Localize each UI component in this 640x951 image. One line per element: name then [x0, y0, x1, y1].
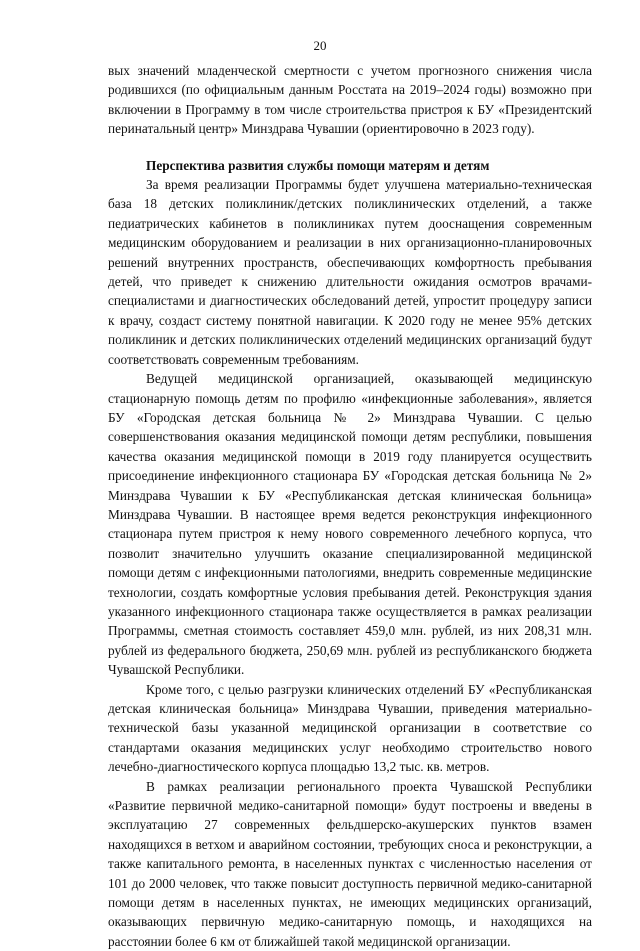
intro-paragraph: вых значений младенческой смертности с учетом прогнозного снижения числа родившихся (по официальным данным Росстата на 2019–2024 годы) возможно при включении в Программу в том числе строительства пристроя к БУ «Президентский перинатальный центр» Минздрава Чувашии (ориентировочно в 2023 году). [108, 63, 592, 137]
page-content [108, 61, 592, 951]
section-heading: Перспектива развития службы помощи матерям и детям [146, 157, 490, 173]
paragraph-infrastructure: За время реализации Программы будет улучшена материально-техническая база 18 детских поликлиник/детских поликлинических отделений, а также педиатрических кабинетов в поликлиниках путем дооснащения современным медицинским оборудованием и реализации в них организационно-планировочных решений внутренних пространств, обеспечивающих комфортность пребывания детей, что приведет к снижению длительности ожидания осмотров врачами-специалистами и диагностических обследований детей, упростит процедуру записи к врачу, создаст систему понятной навигации. К 2020 году не менее 95% детских поликлиник и детских поликлинических отделений медицинских организаций будут соответствовать современным требованиям. [108, 177, 592, 367]
paragraph-infectious-care: Ведущей медицинской организацией, оказывающей медицинскую стационарную помощь детям по профилю «инфекционные заболевания», является БУ «Городская детская больница № 2» Минздрава Чувашии. С целью совершенствования оказания медицинской помощи детям республики, повышения качества оказания медицинской помощи в 2019 году планируется осуществить присоединение инфекционного стационара БУ «Городская детская больница № 2» Минздрава Чувашии к БУ «Республиканская детская клиническая больница» Минздрава Чувашии. В настоящее время ведется реконструкция инфекционного стационара путем пристроя к нему нового современного лечебного корпуса, что позволит значительно улучшить оказание специализированной медицинской помощи детям с инфекционными патологиями, внедрить современные медицинские технологии, создать комфортные условия пребывания детей. Реконструкция здания указанного инфекционного стационара также осуществляется в рамках реализации Программы, сметная стоимость составляет 459,0 млн. рублей, из них 208,31 млн. рублей из федерального бюджета, 250,69 млн. рублей из республиканского бюджета Чувашской Республики. [108, 371, 592, 678]
page-number: 20 [313, 38, 327, 53]
paragraph-primary-care: В рамках реализации регионального проекта Чувашской Республики «Развитие первичной медико-санитарной помощи» будут построены и введены в эксплуатацию 27 современных фельдшерско-акушерских пунктов взамен находящихся в ветхом и аварийном состоянии, требующих сноса и реконструкции, а также капитального ремонта, в населенных пунктах с численностью населения от 101 до 2000 человек, что также повысит доступность первичной медико-санитарной помощи детям в населенных пунктах, не имеющих медицинских организаций, оказывающих первичную медико-санитарную помощь, и находящихся на расстоянии более 6 км от ближайшей такой медицинской организации. [108, 778, 592, 949]
paragraph-new-building: Кроме того, с целью разгрузки клинических отделений БУ «Республиканская детская клиническая больница» Минздрава Чувашии, приведения материально-технической базы указанной медицинской организации в соответствие со стандартами оказания медицинских услуг необходимо строительство нового лечебно-диагностического корпуса площадью 13,2 тыс. кв. метров. [108, 681, 592, 775]
